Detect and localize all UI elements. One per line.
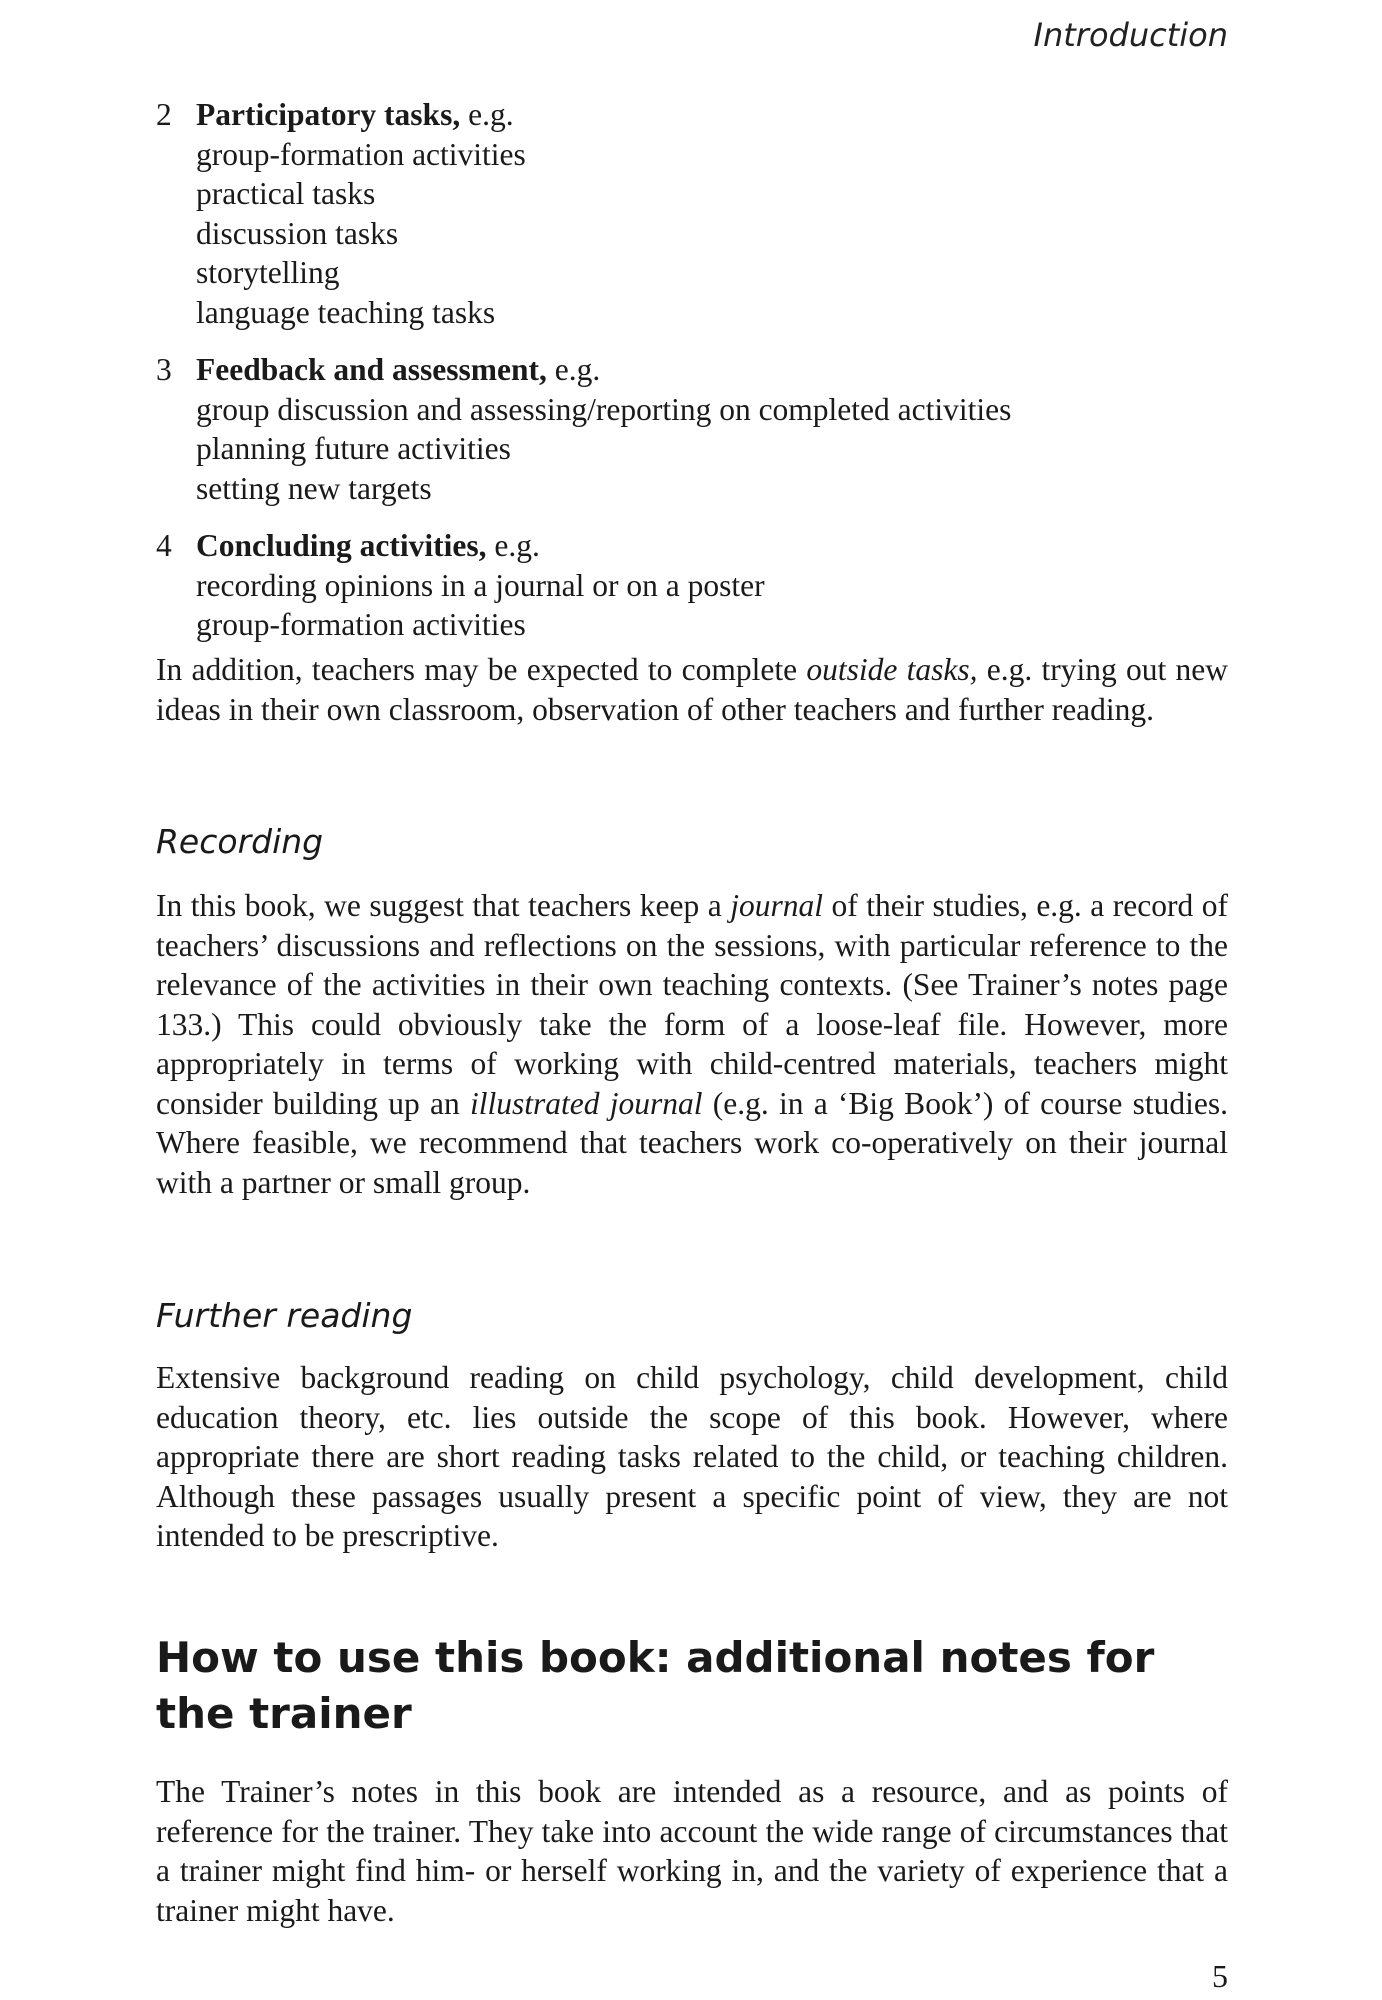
item-suffix: e.g. xyxy=(486,528,540,563)
item-heading xyxy=(196,526,1228,566)
numbered-list xyxy=(156,95,1228,645)
trainer-paragraph: The Trainer’s notes in this book are intended as a resource, and as points of reference for the trainer. They take into account the wide range of circumstances that a trainer might find him- or herself working in, and the variety of experience that a trainer might have. xyxy=(156,1774,1228,1928)
addition-paragraph xyxy=(156,650,1228,729)
item-number: 3 xyxy=(156,352,172,387)
sub-list xyxy=(196,566,1228,645)
sub-item: recording opinions in a journal or on a poster xyxy=(196,567,765,603)
text-run: In addition, teachers may be expected to complete xyxy=(156,652,807,687)
list-item xyxy=(156,526,1228,645)
sub-list xyxy=(196,390,1228,509)
sub-list xyxy=(196,135,1228,333)
text-run: In this book, we suggest that teachers keep a xyxy=(156,888,731,923)
text-run: (e.g. in a ‘Big Book’) of course studies. Where feasible, we recommend that teachers work co-operatively on their journal with a partner or small group. xyxy=(156,1085,1228,1200)
sub-item: discussion tasks xyxy=(196,215,399,251)
item-heading xyxy=(196,95,1228,135)
further-reading-heading: Further reading xyxy=(156,1296,413,1335)
sub-item: language teaching tasks xyxy=(196,294,496,330)
list-item xyxy=(156,350,1228,508)
further-reading-paragraph: Extensive background reading on child psychology, child development, child education theory, etc. lies outside the scope of this book. However, where appropriate there are short reading tasks related to the child, or teaching children. Although these passages usually present a specific point of view, they are not intended to be prescriptive. xyxy=(156,1360,1228,1553)
item-suffix: e.g. xyxy=(546,352,601,387)
item-title: Feedback and assessment, xyxy=(196,352,547,387)
emphasis-outside-tasks: outside tasks, xyxy=(806,652,978,687)
page xyxy=(156,0,1228,2000)
item-number: 2 xyxy=(156,97,172,132)
emphasis-journal: journal xyxy=(730,888,823,923)
sub-item: group discussion and assessing/reporting on completed activities xyxy=(196,391,1012,427)
list-item xyxy=(156,95,1228,332)
sub-item: planning future activities xyxy=(196,431,511,466)
recording-paragraph xyxy=(156,886,1228,1202)
sub-item: group-formation activities xyxy=(196,607,526,642)
item-heading xyxy=(196,350,1228,390)
running-head: Introduction xyxy=(1033,16,1228,54)
recording-heading: Recording xyxy=(156,822,324,861)
page-number: 5 xyxy=(1212,1958,1228,1994)
item-title: Concluding activities, xyxy=(196,528,487,563)
item-title: Participatory tasks, xyxy=(196,97,461,132)
item-suffix: e.g. xyxy=(460,97,514,132)
emphasis-illustrated-journal: illustrated journal xyxy=(469,1085,703,1121)
item-number: 4 xyxy=(156,528,172,563)
sub-item: group-formation activities xyxy=(196,136,526,172)
section-heading: How to use this book: additional notes for the trainer xyxy=(156,1633,1155,1738)
sub-item: storytelling xyxy=(196,255,340,290)
text-run: e.g. trying out new ideas in their own classroom, observation of other teachers and further reading. xyxy=(156,652,1228,727)
sub-item: practical tasks xyxy=(196,176,376,211)
sub-item: setting new targets xyxy=(196,470,432,506)
text-run: of their studies, e.g. a record of teachers’ discussions and reflections on the sessions, with particular reference to the relevance of the activities in their own teaching contexts. (See Trainer’s notes page 133.) This could obviously take the form of a loose-leaf file. However, more appropriately in terms of working with child-centred materials, teachers might consider building up an xyxy=(156,888,1228,1121)
